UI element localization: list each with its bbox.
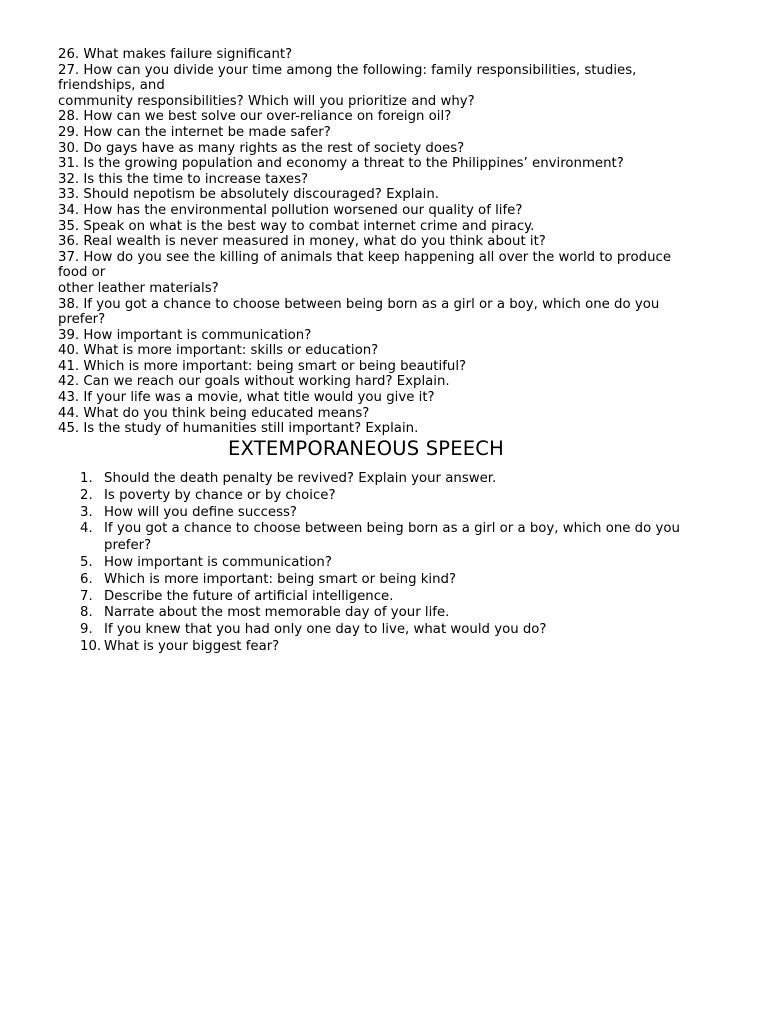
question-line: 29. How can the internet be made safer?	[58, 124, 331, 140]
question-line: 33. Should nepotism be absolutely discouraged? Explain.	[58, 187, 439, 203]
speech-topic-item	[80, 639, 680, 656]
speech-topic-item	[80, 505, 680, 522]
speech-topic-item	[80, 521, 680, 555]
item-text: Narrate about the most memorable day of your life.	[104, 605, 450, 621]
speech-topic-item	[80, 488, 680, 505]
question-line: 31. Is the growing population and economy a threat to the Philippines’ environment?	[58, 156, 624, 172]
question-line: other leather materials?	[58, 280, 219, 296]
item-number: 7.	[80, 588, 93, 604]
question-line: 42. Can we reach our goals without working hard? Explain.	[58, 374, 450, 390]
item-number: 2.	[80, 487, 93, 503]
question-line: 44. What do you think being educated means?	[58, 405, 370, 421]
item-text: If you knew that you had only one day to live, what would you do?	[104, 622, 547, 638]
item-text: Is poverty by chance or by choice?	[104, 487, 336, 503]
question-line: 35. Speak on what is the best way to combat internet crime and piracy.	[58, 218, 535, 234]
section-title: EXTEMPORANEOUS SPEECH	[228, 437, 504, 460]
item-text: If you got a chance to choose between being born as a girl or a boy, which one do you prefer?	[104, 521, 680, 554]
speech-topic-item	[80, 605, 680, 622]
item-number: 6.	[80, 571, 93, 587]
item-number: 10.	[80, 638, 102, 654]
item-text: How important is communication?	[104, 554, 332, 570]
question-line: 43. If your life was a movie, what title would you give it?	[58, 390, 435, 406]
item-text: Should the death penalty be revived? Explain your answer.	[104, 471, 497, 486]
question-line: 37. How do you see the killing of animals that keep happening all over the world to produce food or	[58, 249, 672, 281]
item-text: How will you define success?	[104, 504, 297, 520]
question-line: 38. If you got a chance to choose between being born as a girl or a boy, which one do you prefer?	[58, 296, 660, 328]
speech-topic-item	[80, 622, 680, 639]
question-line: 39. How important is communication?	[58, 327, 312, 343]
speech-topic-item	[80, 572, 680, 589]
item-number: 1.	[80, 471, 93, 486]
question-line: 45. Is the study of humanities still important? Explain.	[58, 421, 419, 437]
question-line: 40. What is more important: skills or education?	[58, 343, 379, 359]
item-text: Describe the future of artificial intelligence.	[104, 588, 394, 604]
item-number: 9.	[80, 622, 93, 638]
question-line: 28. How can we best solve our over-reliance on foreign oil?	[58, 109, 452, 125]
question-line: 41. Which is more important: being smart or being beautiful?	[58, 358, 467, 374]
item-number: 5.	[80, 554, 93, 570]
question-list	[58, 47, 678, 437]
question-line: 26. What makes failure significant?	[58, 47, 293, 62]
item-number: 3.	[80, 504, 93, 520]
question-line: 27. How can you divide your time among the following: family responsibilities, studies, friendships, and	[58, 62, 637, 94]
question-line: community responsibilities? Which will you prioritize and why?	[58, 93, 475, 109]
item-number: 4.	[80, 521, 93, 537]
question-line: 36. Real wealth is never measured in money, what do you think about it?	[58, 234, 546, 250]
speech-topic-item	[80, 589, 680, 606]
item-number: 8.	[80, 605, 93, 621]
item-text: What is your biggest fear?	[104, 638, 280, 654]
speech-topic-item	[80, 471, 680, 488]
speech-topic-list	[80, 471, 680, 656]
item-text: Which is more important: being smart or being kind?	[104, 571, 457, 587]
question-line: 34. How has the environmental pollution worsened our quality of life?	[58, 202, 523, 218]
speech-topic-item	[80, 555, 680, 572]
question-line: 30. Do gays have as many rights as the rest of society does?	[58, 140, 465, 156]
question-line: 32. Is this the time to increase taxes?	[58, 171, 309, 187]
